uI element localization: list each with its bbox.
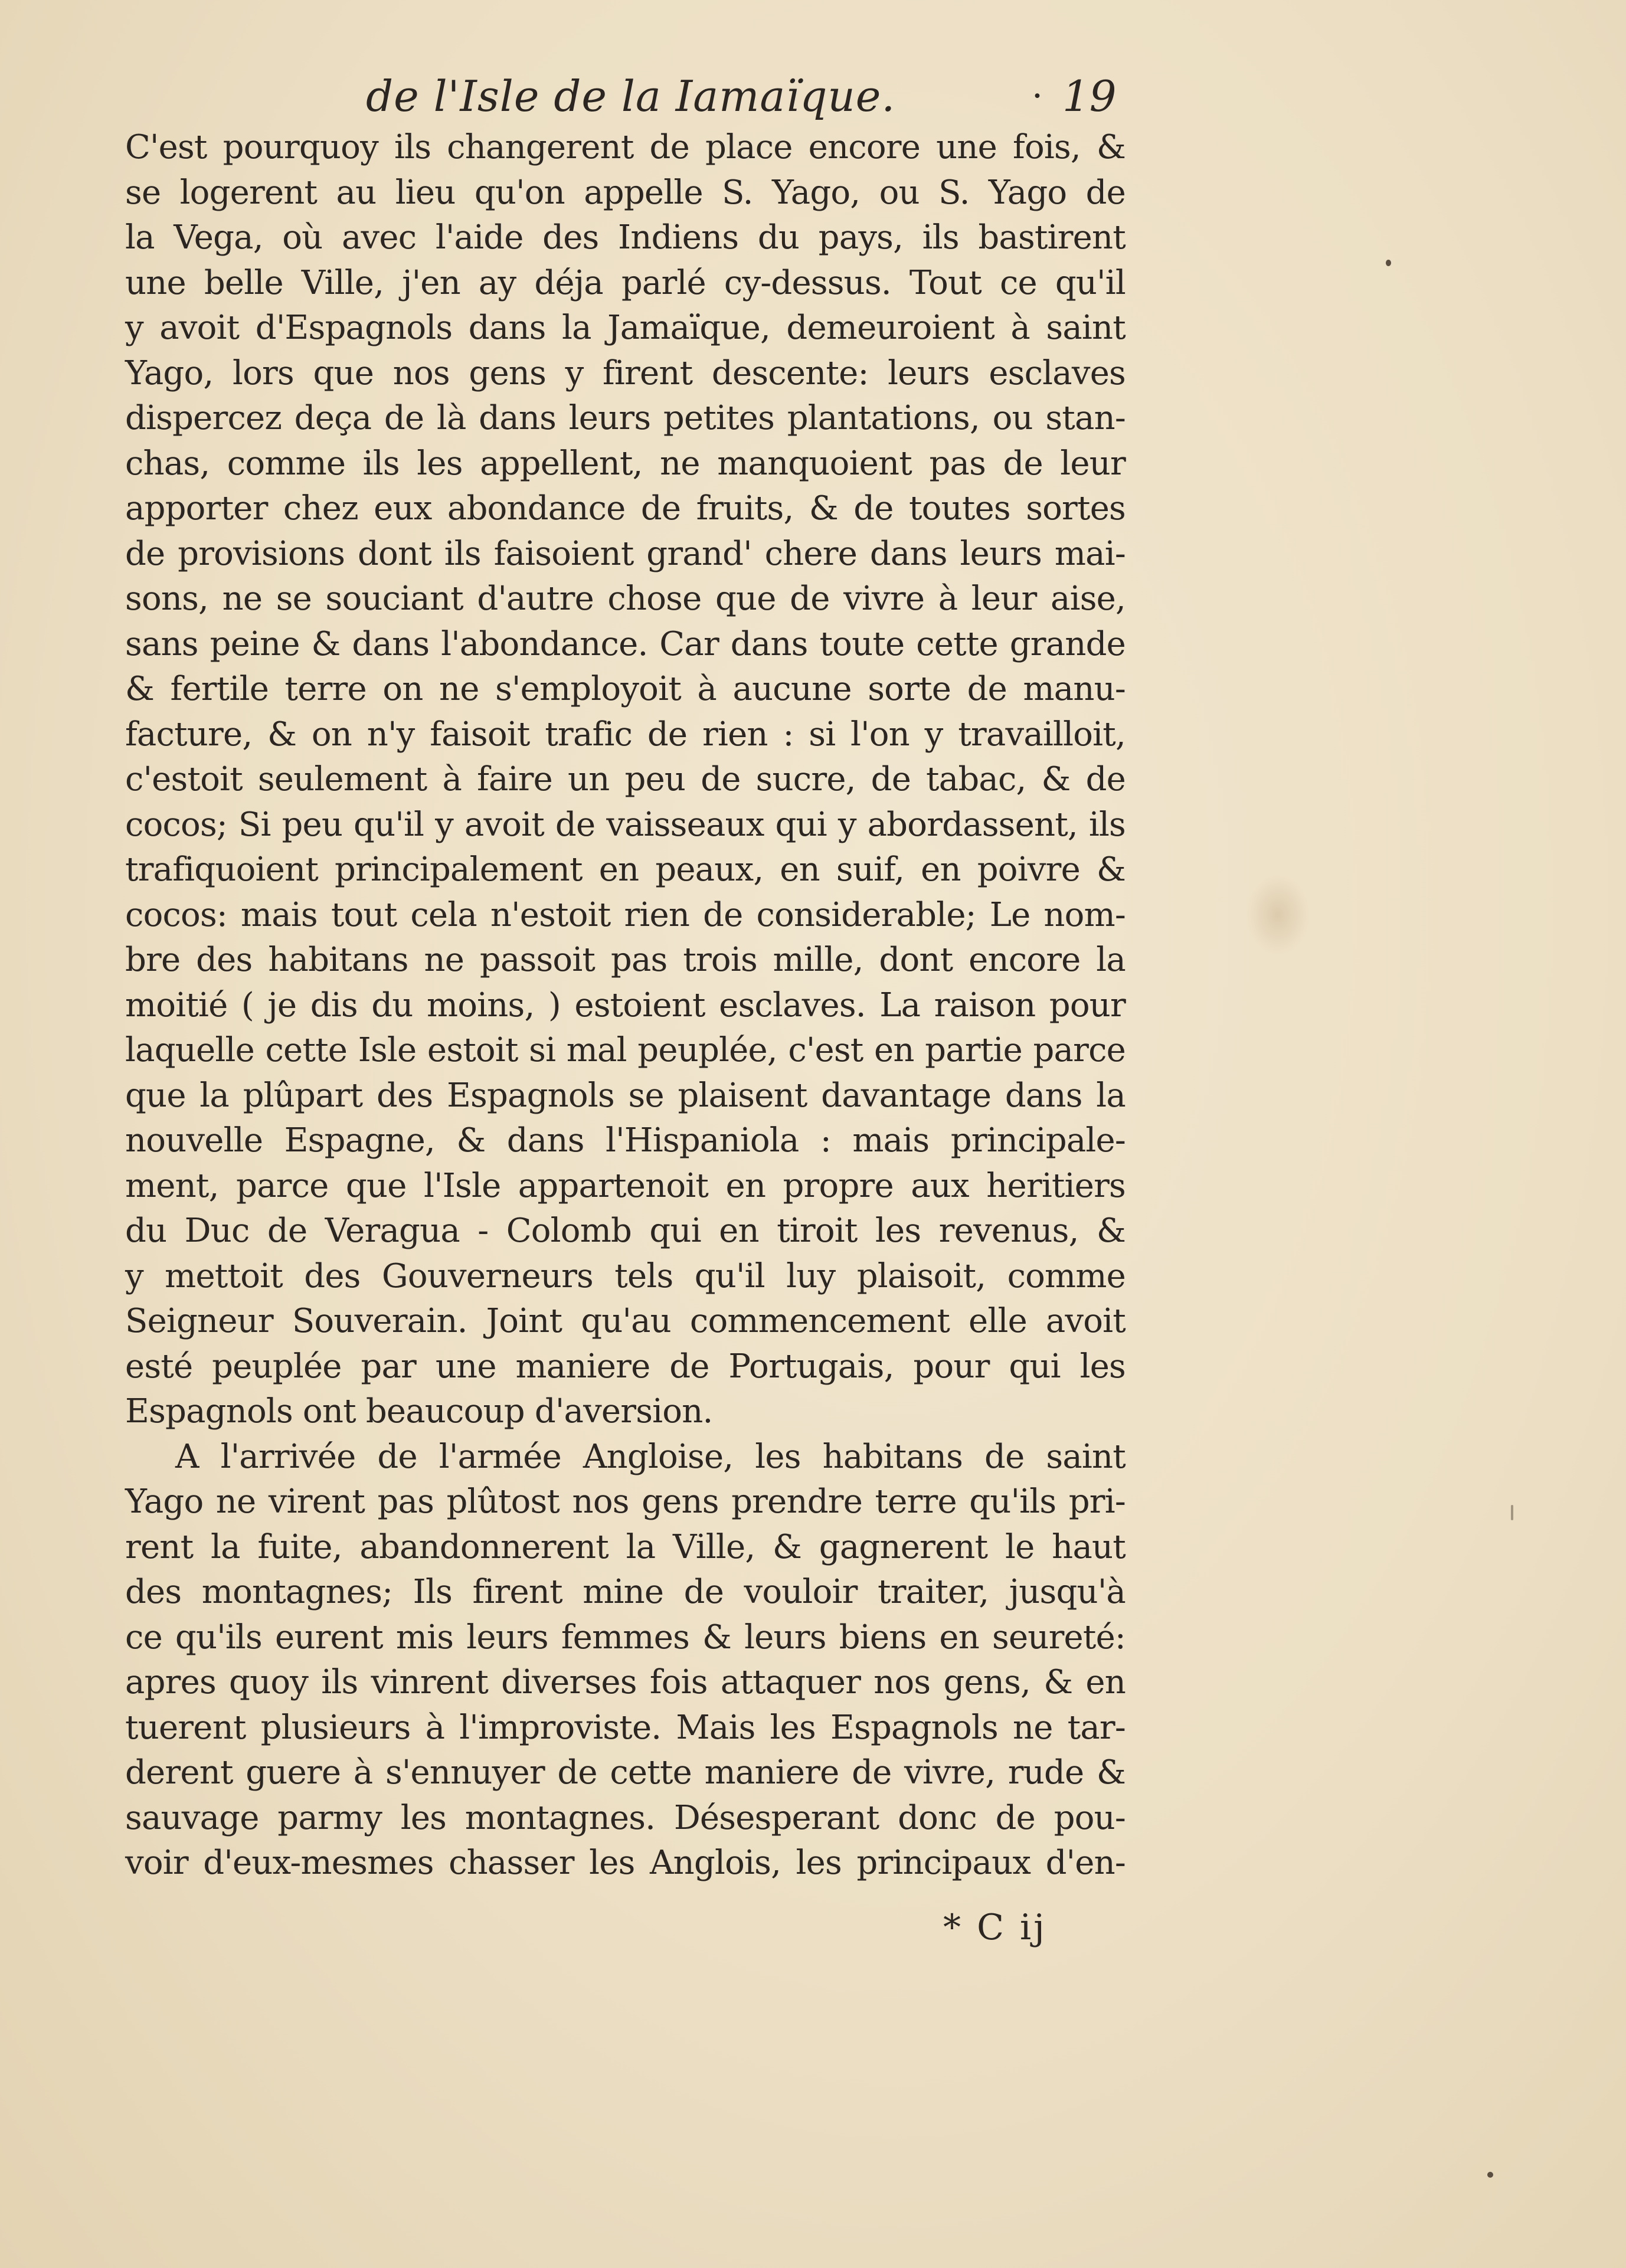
paragraph-start-line: A l'arrivée de l'armée Angloise, les habitans de saint <box>175 1437 1126 1476</box>
text-line: nouvelle Espagne, & dans l'Hispaniola : mais principale- <box>125 1121 1126 1160</box>
text-line: C'est pourquoy ils changerent de place encore une fois, & <box>125 128 1126 166</box>
text-line: trafiquoient principalement en peaux, en suif, en poivre & <box>125 850 1126 889</box>
text-line: esté peuplée par une maniere de Portugais, pour qui les <box>125 1347 1126 1386</box>
text-line: ment, parce que l'Isle appartenoit en propre aux heritiers <box>125 1166 1126 1205</box>
text-line: la Vega, où avec l'aide des Indiens du pays, ils bastirent <box>125 218 1126 257</box>
text-line: de provisions dont ils faisoient grand' chere dans leurs mai- <box>125 534 1126 573</box>
text-line: derent guere à s'ennuyer de cette maniere de vivre, rude & <box>125 1753 1126 1792</box>
paper-speck <box>1386 260 1391 266</box>
text-line: facture, & on n'y faisoit trafic de rien : si l'on y travailloit, <box>125 715 1126 754</box>
paragraph-end-line: Espagnols ont beaucoup d'aversion. <box>125 1392 713 1431</box>
text-line: sauvage parmy les montagnes. Désesperant donc de pou- <box>125 1798 1126 1837</box>
paper-speck <box>1487 2172 1493 2178</box>
text-line: c'estoit seulement à faire un peu de sucre, de tabac, & de <box>125 760 1126 798</box>
page-number: 19 <box>1062 71 1117 121</box>
text-line: apres quoy ils vinrent diverses fois attaquer nos gens, & en <box>125 1663 1126 1701</box>
text-line: Yago, lors que nos gens y firent descente: leurs esclaves <box>125 354 1126 392</box>
paper-stain <box>1245 873 1310 956</box>
text-line: ce qu'ils eurent mis leurs femmes & leurs biens en seureté: <box>125 1618 1126 1657</box>
text-line: apporter chez eux abondance de fruits, & de toutes sortes <box>125 489 1126 528</box>
text-line: y avoit d'Espagnols dans la Jamaïque, demeuroient à saint <box>125 309 1126 347</box>
text-line: bre des habitans ne passoit pas trois mille, dont encore la <box>125 941 1126 979</box>
text-line: & fertile terre on ne s'employoit à aucune sorte de manu- <box>125 670 1126 708</box>
text-line: chas, comme ils les appellent, ne manquoient pas de leur <box>125 444 1126 483</box>
text-line: cocos; Si peu qu'il y avoit de vaisseaux qui y abordassent, ils <box>125 805 1126 844</box>
text-line: Yago ne virent pas plûtost nos gens prendre terre qu'ils pri- <box>125 1482 1126 1521</box>
text-line: une belle Ville, j'en ay déja parlé cy-dessus. Tout ce qu'il <box>125 263 1126 302</box>
running-head: de l'Isle de la Iamaïque. <box>366 71 896 121</box>
text-line: des montagnes; Ils firent mine de vouloir traiter, jusqu'à <box>125 1573 1126 1611</box>
text-line: du Duc de Veragua - Colomb qui en tiroit les revenus, & <box>125 1212 1126 1250</box>
text-line: Seigneur Souverain. Joint qu'au commencement elle avoit <box>125 1302 1126 1340</box>
text-line: cocos: mais tout cela n'estoit rien de considerable; Le nom- <box>125 895 1126 934</box>
body-text <box>125 125 1126 1886</box>
text-line: laquelle cette Isle estoit si mal peuplée, c'est en partie parce <box>125 1031 1126 1069</box>
paper-speck <box>1511 1505 1513 1520</box>
text-line: dispercez deça de là dans leurs petites plantations, ou stan- <box>125 399 1126 437</box>
text-line: que la plûpart des Espagnols se plaisent davantage dans la <box>125 1076 1126 1115</box>
text-line: y mettoit des Gouverneurs tels qu'il luy plaisoit, comme <box>125 1256 1126 1295</box>
text-line: se logerent au lieu qu'on appelle S. Yago, ou S. Yago de <box>125 173 1126 212</box>
running-head-dot: · <box>1032 76 1043 117</box>
text-line: rent la fuite, abandonnerent la Ville, & gagnerent le haut <box>125 1527 1126 1566</box>
text-line: sons, ne se souciant d'autre chose que de vivre à leur aise, <box>125 580 1126 618</box>
text-line: moitié ( je dis du moins, ) estoient esclaves. La raison pour <box>125 986 1126 1025</box>
text-line: sans peine & dans l'abondance. Car dans toute cette grande <box>125 624 1126 663</box>
text-line: voir d'eux-mesmes chasser les Anglois, les principaux d'en- <box>125 1844 1126 1882</box>
text-line: tuerent plusieurs à l'improviste. Mais les Espagnols ne tar- <box>125 1708 1126 1747</box>
signature-mark: * C ij <box>943 1907 1047 1948</box>
